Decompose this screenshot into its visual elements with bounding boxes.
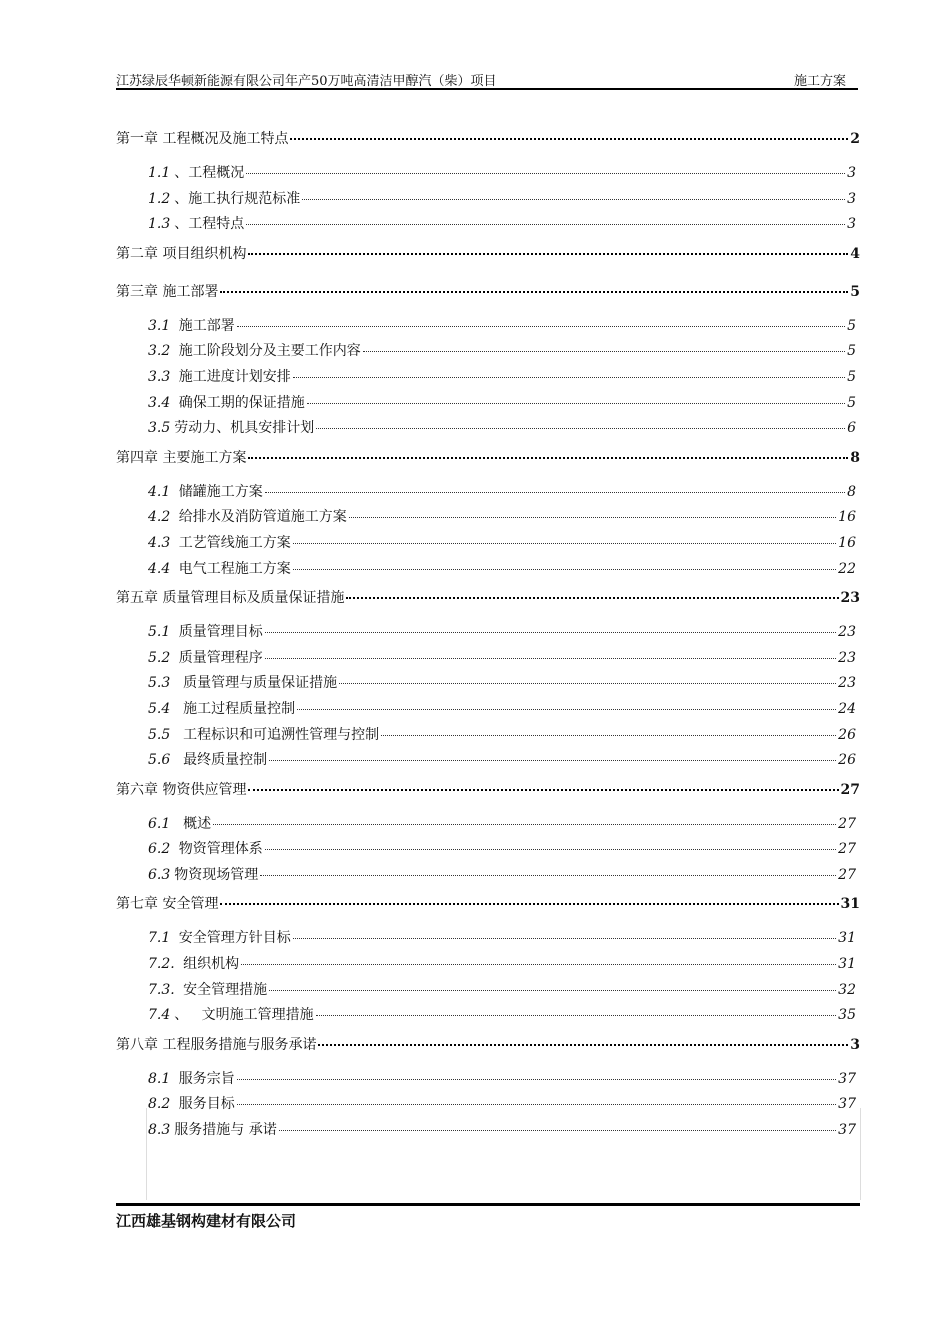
toc-page-number: 3 xyxy=(847,216,856,233)
toc-section-number: 7.1 xyxy=(148,930,171,947)
toc-section-number: 3.2 xyxy=(148,343,171,360)
toc-section-entry[interactable] xyxy=(116,532,860,558)
toc-section-title: 施工阶段划分及主要工作内容 xyxy=(174,343,361,360)
toc-section-title: 质量管理与质量保证措施 xyxy=(174,675,338,692)
toc-leader-dots xyxy=(307,403,845,404)
toc-section-number: 4.1 xyxy=(148,483,171,500)
toc-section-title: 、 文明施工管理措施 xyxy=(174,1007,314,1024)
toc-page-number: 37 xyxy=(838,1070,856,1087)
toc-section-number: 4.2 xyxy=(148,509,171,526)
toc-page-number: 23 xyxy=(838,624,856,641)
toc-leader-dots xyxy=(316,428,845,429)
toc-section-number: 3.1 xyxy=(148,317,171,334)
toc-section-entry[interactable] xyxy=(116,672,860,698)
toc-section-entry[interactable] xyxy=(116,1068,860,1094)
toc-page-number: 5 xyxy=(847,394,856,411)
toc-leader-dots xyxy=(265,492,845,493)
footer-company-name: 江西雄基钢构建材有限公司 xyxy=(116,1212,297,1230)
toc-page-number: 26 xyxy=(838,726,856,743)
toc-leader-dots xyxy=(297,709,836,710)
toc-chapter-entry[interactable] xyxy=(116,128,860,162)
toc-chapter-title: 第二章 项目组织机构 xyxy=(116,245,247,262)
toc-page-number: 16 xyxy=(838,534,856,551)
toc-page-number: 4 xyxy=(850,245,860,262)
toc-section-number: 5.5 xyxy=(148,726,171,743)
toc-section-number: 5.2 xyxy=(148,649,171,666)
toc-chapter-entry[interactable] xyxy=(116,779,860,813)
toc-page-number: 32 xyxy=(838,981,856,998)
toc-leader-dots xyxy=(339,683,836,684)
toc-leader-dots xyxy=(246,173,845,174)
toc-section-entry[interactable] xyxy=(116,213,860,239)
toc-section-entry[interactable] xyxy=(116,1004,860,1030)
toc-page-number: 23 xyxy=(840,590,860,607)
toc-page-number: 24 xyxy=(838,700,856,717)
toc-chapter-title: 第五章 质量管理目标及质量保证措施 xyxy=(116,590,345,607)
toc-section-number: 8.2 xyxy=(148,1096,171,1113)
toc-section-entry[interactable] xyxy=(116,558,860,584)
toc-section-entry[interactable] xyxy=(116,927,860,953)
toc-page-number: 31 xyxy=(838,930,856,947)
toc-page-number: 5 xyxy=(847,368,856,385)
toc-section-title: 施工进度计划安排 xyxy=(174,368,291,385)
toc-page-number: 31 xyxy=(840,896,860,913)
toc-leader-dots xyxy=(363,351,845,352)
toc-page-number: 3 xyxy=(847,190,856,207)
toc-leader-dots xyxy=(349,517,836,518)
toc-page-number: 37 xyxy=(838,1122,856,1139)
toc-leader-dots xyxy=(381,735,836,736)
toc-section-title: 服务措施与 承诺 xyxy=(174,1122,277,1139)
toc-section-title: 工艺管线施工方案 xyxy=(174,534,291,551)
toc-page-number: 23 xyxy=(838,675,856,692)
toc-page-number: 6 xyxy=(847,420,856,437)
toc-section-entry[interactable] xyxy=(116,749,860,775)
toc-section-entry[interactable] xyxy=(116,838,860,864)
toc-section-number: 3.5 xyxy=(148,420,171,437)
toc-section-title: 概述 xyxy=(174,815,212,832)
toc-leader-dots xyxy=(237,326,845,327)
toc-page-number: 27 xyxy=(838,815,856,832)
toc-section-number: 1.3 xyxy=(148,216,171,233)
toc-page-number: 8 xyxy=(850,449,860,466)
toc-chapter-entry[interactable] xyxy=(116,893,860,927)
toc-leader-dots xyxy=(279,1130,836,1131)
toc-section-entry[interactable] xyxy=(116,621,860,647)
toc-chapter-title: 第八章 工程服务措施与服务承诺 xyxy=(116,1036,317,1053)
toc-section-number: 5.3 xyxy=(148,675,171,692)
toc-leader-dots xyxy=(316,1015,837,1016)
toc-section-title: 最终质量控制 xyxy=(174,752,268,769)
toc-leader-dots xyxy=(237,1079,836,1080)
toc-section-entry[interactable] xyxy=(116,188,860,214)
toc-section-entry[interactable] xyxy=(116,366,860,392)
toc-section-number: 5.1 xyxy=(148,624,171,641)
toc-page-number: 26 xyxy=(838,752,856,769)
toc-section-number: 4.3 xyxy=(148,534,171,551)
table-of-contents xyxy=(116,128,860,1145)
toc-leader-dots xyxy=(220,291,848,293)
toc-leader-dots xyxy=(290,138,848,140)
toc-section-number: 7.3. xyxy=(148,981,175,998)
toc-page-number: 27 xyxy=(838,841,856,858)
toc-page-number: 5 xyxy=(847,343,856,360)
toc-section-number: 8.1 xyxy=(148,1070,171,1087)
toc-chapter-title: 第六章 物资供应管理 xyxy=(116,781,247,798)
toc-page-number: 27 xyxy=(838,866,856,883)
toc-section-number: 4.4 xyxy=(148,560,171,577)
toc-leader-dots xyxy=(237,1104,836,1105)
toc-page-number: 5 xyxy=(850,283,860,300)
toc-page-number: 23 xyxy=(838,649,856,666)
toc-leader-dots xyxy=(318,1044,848,1046)
toc-section-number: 1.1 xyxy=(148,165,171,181)
toc-page-number: 2 xyxy=(850,131,860,147)
toc-section-title: 确保工期的保证措施 xyxy=(174,394,305,411)
toc-section-title: 质量管理目标 xyxy=(174,624,263,641)
toc-page-number: 22 xyxy=(838,560,856,577)
toc-section-number: 5.4 xyxy=(148,700,171,717)
toc-leader-dots xyxy=(269,760,836,761)
toc-section-entry[interactable] xyxy=(116,724,860,750)
toc-section-entry[interactable] xyxy=(116,417,860,443)
toc-section-entry[interactable] xyxy=(116,1119,860,1145)
toc-chapter-entry[interactable] xyxy=(116,587,860,621)
toc-section-number: 1.2 xyxy=(148,190,171,207)
toc-page-number: 16 xyxy=(838,509,856,526)
toc-section-title: 给排水及消防管道施工方案 xyxy=(174,509,347,526)
toc-section-entry[interactable] xyxy=(116,698,860,724)
footer-rule xyxy=(116,1203,860,1206)
toc-section-entry[interactable] xyxy=(116,647,860,673)
toc-chapter-entry[interactable] xyxy=(116,243,860,277)
toc-section-title: 电气工程施工方案 xyxy=(174,560,291,577)
toc-page-number: 5 xyxy=(847,317,856,334)
toc-section-title: 、工程特点 xyxy=(174,216,245,233)
toc-section-entry[interactable] xyxy=(116,506,860,532)
toc-section-entry[interactable] xyxy=(116,1093,860,1119)
toc-page-number: 27 xyxy=(840,781,860,798)
toc-leader-dots xyxy=(265,632,836,633)
toc-section-entry[interactable] xyxy=(116,340,860,366)
toc-page-number: 3 xyxy=(850,1036,860,1053)
toc-section-title: 施工部署 xyxy=(174,317,235,334)
toc-chapter-title: 第一章 工程概况及施工特点 xyxy=(116,131,289,147)
page-header xyxy=(116,70,858,90)
toc-page-number: 37 xyxy=(838,1096,856,1113)
toc-section-entry[interactable] xyxy=(116,953,860,979)
toc-section-number: 5.6 xyxy=(148,752,171,769)
toc-section-title: 服务宗旨 xyxy=(174,1070,235,1087)
toc-section-number: 7.4 xyxy=(148,1007,171,1024)
toc-section-title: 劳动力、机具安排计划 xyxy=(174,420,315,437)
toc-section-title: 组织机构 xyxy=(178,956,240,973)
toc-leader-dots xyxy=(293,569,836,570)
toc-section-entry[interactable] xyxy=(116,162,860,188)
toc-section-number: 7.2. xyxy=(148,956,175,973)
toc-section-number: 8.3 xyxy=(148,1122,171,1139)
toc-section-entry[interactable] xyxy=(116,864,860,890)
margin-rule-left xyxy=(146,1108,147,1200)
toc-section-entry[interactable] xyxy=(116,979,860,1005)
margin-rule-right xyxy=(860,1108,861,1200)
toc-section-title: 工程标识和可追溯性管理与控制 xyxy=(174,726,380,743)
toc-leader-dots xyxy=(265,658,836,659)
toc-section-entry[interactable] xyxy=(116,481,860,507)
toc-section-title: 施工过程质量控制 xyxy=(174,700,296,717)
toc-leader-dots xyxy=(260,875,836,876)
toc-leader-dots xyxy=(302,199,845,200)
toc-section-entry[interactable] xyxy=(116,315,860,341)
toc-section-title: 、工程概况 xyxy=(174,165,245,181)
toc-leader-dots xyxy=(269,990,836,991)
toc-section-title: 质量管理程序 xyxy=(174,649,263,666)
toc-section-number: 3.3 xyxy=(148,368,171,385)
toc-leader-dots xyxy=(246,224,845,225)
toc-section-title: 储罐施工方案 xyxy=(174,483,263,500)
toc-leader-dots xyxy=(248,789,838,791)
toc-section-number: 6.2 xyxy=(148,841,171,858)
toc-section-title: 服务目标 xyxy=(174,1096,235,1113)
header-rule xyxy=(116,88,858,90)
header-document-type: 施工方案 xyxy=(793,74,846,89)
toc-section-entry[interactable] xyxy=(116,813,860,839)
toc-leader-dots xyxy=(293,938,836,939)
toc-section-title: 安全管理措施 xyxy=(178,981,268,998)
toc-chapter-entry[interactable] xyxy=(116,447,860,481)
toc-chapter-entry[interactable] xyxy=(116,281,860,315)
toc-section-title: 安全管理方针目标 xyxy=(174,930,291,947)
toc-chapter-title: 第四章 主要施工方案 xyxy=(116,449,247,466)
toc-section-title: 物资管理体系 xyxy=(174,841,263,858)
toc-chapter-title: 第三章 施工部署 xyxy=(116,283,219,300)
toc-chapter-title: 第七章 安全管理 xyxy=(116,896,219,913)
toc-leader-dots xyxy=(293,377,845,378)
toc-leader-dots xyxy=(293,543,836,544)
toc-page-number: 3 xyxy=(847,165,856,181)
header-project-title: 江苏绿辰华顿新能源有限公司年产50万吨高清洁甲醇汽（柴）项目 xyxy=(116,74,497,89)
toc-leader-dots xyxy=(241,964,836,965)
toc-section-title: 、施工执行规范标准 xyxy=(174,190,301,207)
toc-section-title: 物资现场管理 xyxy=(174,866,259,883)
toc-leader-dots xyxy=(265,849,836,850)
toc-leader-dots xyxy=(213,824,836,825)
toc-section-number: 6.1 xyxy=(148,815,171,832)
toc-chapter-entry[interactable] xyxy=(116,1034,860,1068)
toc-section-entry[interactable] xyxy=(116,392,860,418)
toc-page-number: 35 xyxy=(838,1007,856,1024)
toc-leader-dots xyxy=(220,903,838,905)
toc-section-number: 3.4 xyxy=(148,394,171,411)
toc-leader-dots xyxy=(248,457,848,459)
toc-leader-dots xyxy=(346,597,838,599)
toc-page-number: 31 xyxy=(838,956,856,973)
toc-leader-dots xyxy=(248,253,848,255)
toc-section-number: 6.3 xyxy=(148,866,171,883)
toc-page-number: 8 xyxy=(847,483,856,500)
